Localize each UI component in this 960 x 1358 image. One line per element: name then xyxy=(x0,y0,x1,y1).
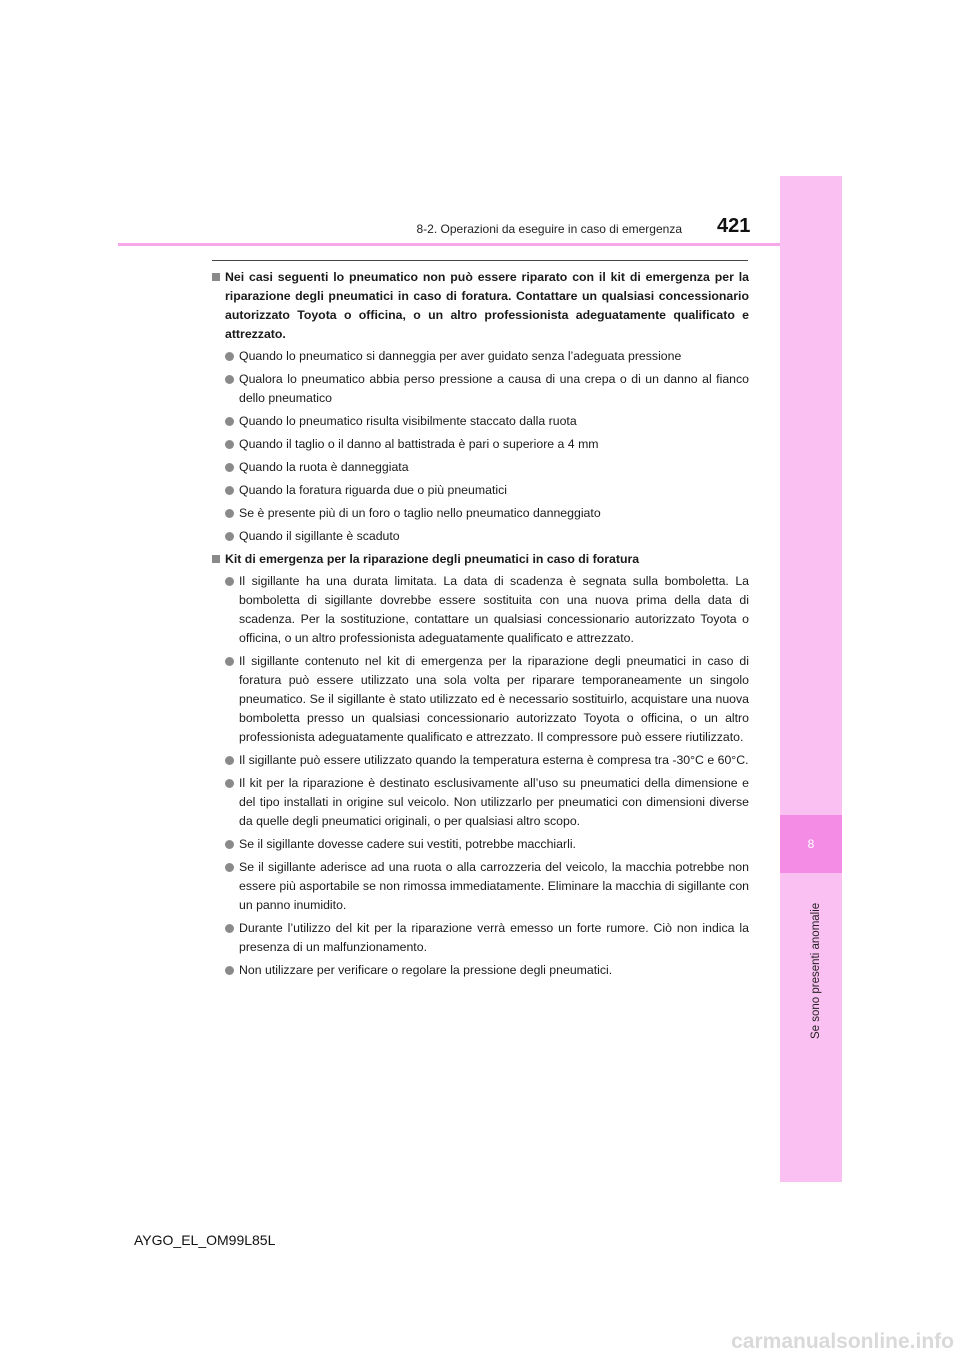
item-text: Quando la foratura riguarda due o più pneumatici xyxy=(239,483,507,497)
content-rule xyxy=(212,260,748,261)
list-item xyxy=(212,572,749,648)
item-text: Se il sigillante dovesse cadere sui vestiti, potrebbe macchiarli. xyxy=(239,837,576,851)
list-item xyxy=(212,347,749,366)
square-bullet-icon xyxy=(212,273,220,281)
bullet-icon xyxy=(225,756,234,765)
bullet-icon xyxy=(225,440,234,449)
section-heading xyxy=(212,550,749,569)
header-rule xyxy=(118,243,780,246)
list-item xyxy=(212,412,749,431)
section-title: 8-2. Operazioni da eseguire in caso di emergenza xyxy=(416,222,682,236)
item-text: Quando il taglio o il danno al battistrada è pari o superiore a 4 mm xyxy=(239,437,599,451)
bullet-icon xyxy=(225,924,234,933)
list-item xyxy=(212,652,749,747)
item-text: Il sigillante contenuto nel kit di emergenza per la riparazione degli pneumatici in caso di foratura può essere utilizzato una sola volta per riparare temporaneamente un singolo pneumatico. Se il sigillante è stato utilizzato ed è necessario sostituirlo, acquistare una nuova bomboletta presso un qualsiasi concessionario autorizzato Toyota o officina, o un altro professionista adeguatamente qualificato e attrezzato. Il compressore può essere riutilizzato. xyxy=(239,654,749,744)
bullet-icon xyxy=(225,577,234,586)
chapter-title: Se sono presenti anomalie xyxy=(810,902,822,1039)
list-item xyxy=(212,751,749,770)
bullet-icon xyxy=(225,352,234,361)
page-content xyxy=(212,266,749,984)
list-item xyxy=(212,835,749,854)
list-item xyxy=(212,858,749,915)
heading-text: Kit di emergenza per la riparazione degli pneumatici in caso di foratura xyxy=(225,552,640,566)
list-item xyxy=(212,458,749,477)
list-item xyxy=(212,527,749,546)
bullet-icon xyxy=(225,375,234,384)
list-item xyxy=(212,435,749,454)
section-heading xyxy=(212,268,749,344)
item-text: Il kit per la riparazione è destinato esclusivamente all’uso su pneumatici della dimensione e del tipo installati in origine sul veicolo. Non utilizzarlo per pneumatici con dimensioni diverse da quelle degli pneumatici originali, o per qualsiasi altro scopo. xyxy=(239,776,749,828)
item-text: Durante l’utilizzo del kit per la riparazione verrà emesso un forte rumore. Ciò non indica la presenza di un malfunzionamento. xyxy=(239,921,749,954)
heading-text: Nei casi seguenti lo pneumatico non può essere riparato con il kit di emergenza per la riparazione degli pneumatici in caso di foratura. Contattare un qualsiasi concessionario autorizzato Toyota o officina, o un altro professionista adeguatamente qualificato e attrezzato. xyxy=(225,270,749,341)
item-text: Quando lo pneumatico risulta visibilmente staccato dalla ruota xyxy=(239,414,577,428)
item-text: Quando la ruota è danneggiata xyxy=(239,460,409,474)
bullet-icon xyxy=(225,657,234,666)
watermark: carmanualsonline.info xyxy=(731,1330,954,1353)
item-text: Quando lo pneumatico si danneggia per aver guidato senza l’adeguata pressione xyxy=(239,349,682,363)
item-text: Il sigillante ha una durata limitata. La data di scadenza è segnata sulla bomboletta. La bomboletta di sigillante dovrebbe essere sostituita con una nuova prima della data di scadenza. Per la sostituzione, contattare un qualsiasi concessionario autorizzato Toyota o officina, o un altro professionista adeguatamente qualificato e attrezzato. xyxy=(239,574,749,645)
bullet-icon xyxy=(225,966,234,975)
bullet-icon xyxy=(225,863,234,872)
page-number: 421 xyxy=(717,215,751,237)
list-item xyxy=(212,504,749,523)
bullet-icon xyxy=(225,779,234,788)
square-bullet-icon xyxy=(212,555,220,563)
list-item xyxy=(212,481,749,500)
list-item xyxy=(212,961,749,980)
item-text: Il sigillante può essere utilizzato quando la temperatura esterna è compresa tra -30°C e 60°C. xyxy=(239,753,749,767)
bullet-icon xyxy=(225,486,234,495)
item-text: Non utilizzare per verificare o regolare la pressione degli pneumatici. xyxy=(239,963,613,977)
list-item xyxy=(212,370,749,408)
bullet-icon xyxy=(225,840,234,849)
item-text: Se il sigillante aderisce ad una ruota o alla carrozzeria del veicolo, la macchia potrebbe non essere più asportabile se non rimossa immediatamente. Eliminare la macchia di sigillante con un panno inumidito. xyxy=(239,860,749,912)
bullet-icon xyxy=(225,417,234,426)
chapter-number: 8 xyxy=(780,815,842,873)
item-text: Se è presente più di un foro o taglio nello pneumatico danneggiato xyxy=(239,506,601,520)
item-text: Qualora lo pneumatico abbia perso pressione a causa di una crepa o di un danno al fianco dello pneumatico xyxy=(239,372,749,405)
bullet-icon xyxy=(225,532,234,541)
list-item xyxy=(212,919,749,957)
item-text: Quando il sigillante è scaduto xyxy=(239,529,400,543)
document-code: AYGO_EL_OM99L85L xyxy=(134,1232,276,1248)
bullet-icon xyxy=(225,463,234,472)
list-item xyxy=(212,774,749,831)
bullet-icon xyxy=(225,509,234,518)
